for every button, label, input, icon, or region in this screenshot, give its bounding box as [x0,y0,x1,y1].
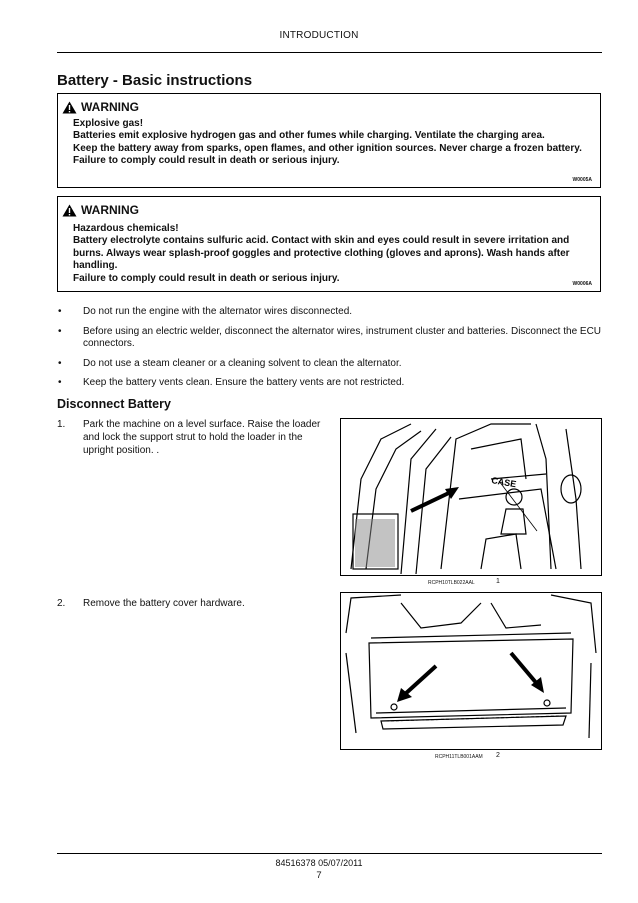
figure-caption: RCPH11TLB001AAM [435,754,483,760]
section-title: Battery - Basic instructions [57,72,253,89]
bullet-icon: • [58,325,62,337]
warning-line: Batteries emit explosive hydrogen gas and other fumes while charging. Ventilate the charging area. [73,130,545,142]
page-number: 7 [316,870,322,881]
header-rule [57,52,602,53]
warning-body [73,223,590,285]
step-1 [57,418,329,457]
bullet-icon: • [58,357,62,369]
footer-rule [57,853,602,854]
battery-cover-illustration [341,593,601,749]
bullet-icon: • [58,377,62,388]
step-text: Remove the battery cover hardware. [83,598,245,609]
loader-illustration [341,419,601,575]
warning-code: W0005A [572,177,592,183]
bullet-text: Before using an electric welder, disconnect the alternator wires, instrument cluster and batteries. Disconnect the ECU connectors. [83,325,602,349]
bullet-item [57,306,607,319]
warning-title [62,100,139,114]
figure-loader-raised [340,418,602,576]
bullet-item [57,326,607,351]
warning-line: Failure to comply could result in death or serious injury. [73,155,340,167]
warning-title-text: WARNING [81,100,139,114]
step-number: 1. [57,419,66,430]
figure-number: 1 [496,578,500,585]
bullet-icon: • [58,306,62,317]
warning-triangle-icon [62,204,77,217]
figure-battery-cover [340,592,602,750]
subsection-title: Disconnect Battery [57,397,171,411]
warning-line: Failure to comply could result in death or serious injury. [73,272,340,284]
warning-title [62,203,139,217]
bullet-text: Keep the battery vents clean. Ensure the battery vents are not restricted. [83,377,405,388]
warning-box-hazardous-chemicals [57,196,601,292]
warning-code: W0006A [572,281,592,287]
page-header: INTRODUCTION [279,30,359,41]
warning-line: Battery electrolyte contains sulfuric acid. Contact with skin and eyes could result in severe irritation and burns. Always wear splash-proof goggles and protective clothing (gloves and aprons). Wash hands after handling. [73,235,570,272]
warning-title-text: WARNING [81,203,139,217]
warning-box-explosive-gas [57,93,601,188]
bullet-text: Do not run the engine with the alternator wires disconnected. [83,306,353,317]
machine-brand-label: CASE [490,475,518,490]
bullet-item [57,358,607,371]
step-number: 2. [57,598,66,609]
warning-body [73,118,590,168]
footer-doc-id: 84516378 05/07/2011 [275,858,363,868]
warning-triangle-icon [62,101,77,114]
figure-number: 2 [496,752,500,759]
warning-line: Keep the battery away from sparks, open flames, and other ignition sources. Never charge a frozen battery. [73,142,582,154]
bullet-text: Do not use a steam cleaner or a cleaning solvent to clean the alternator. [83,357,402,369]
warning-line: Hazardous chemicals! [73,223,179,234]
step-text: Park the machine on a level surface. Raise the loader and lock the support strut to hold the loader in the upright position. . [83,419,321,456]
step-2 [57,597,329,610]
bullet-item [57,377,607,390]
figure-caption: RCPH10TLB022AAL [428,580,475,586]
warning-line: Explosive gas! [73,118,144,129]
bullet-list [57,306,607,397]
